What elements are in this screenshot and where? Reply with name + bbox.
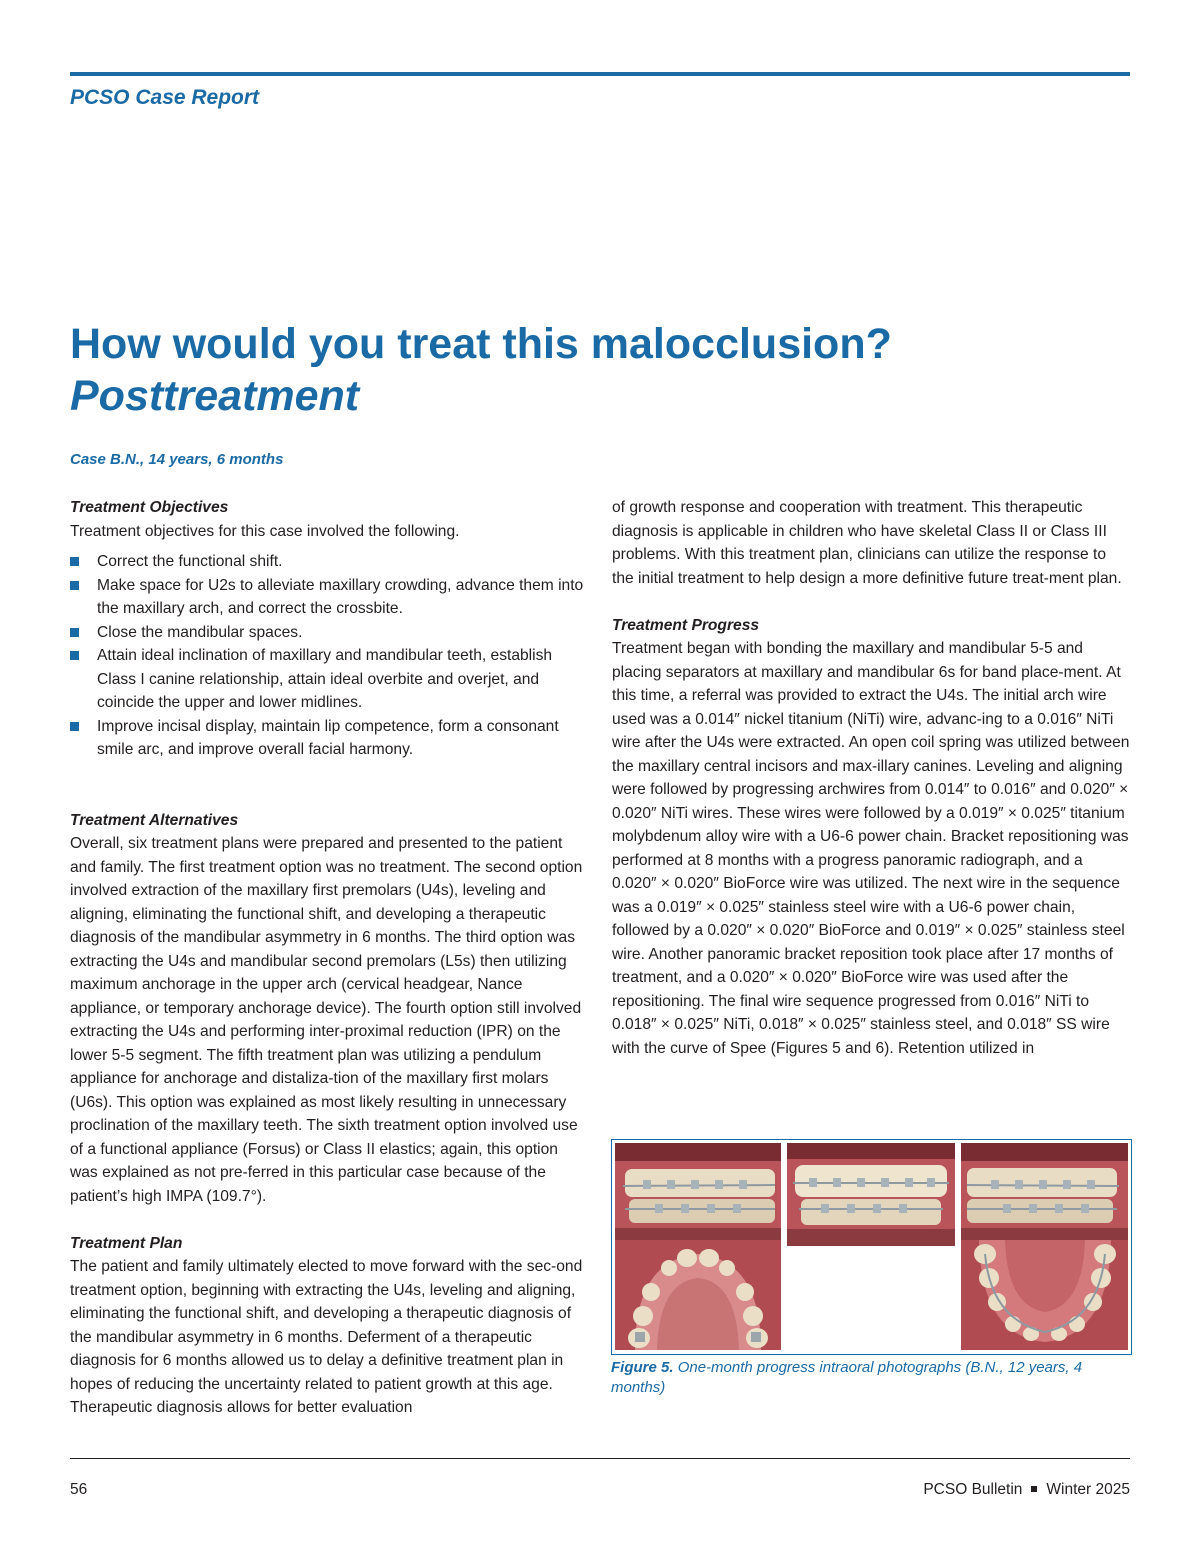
bullet-square-icon bbox=[70, 581, 79, 590]
running-footer bbox=[923, 1481, 1130, 1499]
objectives-heading: Treatment Objectives bbox=[70, 499, 229, 516]
figure-caption-text: One-month progress intraoral photographs (B.N., 12 years, 4 months) bbox=[611, 1359, 1083, 1396]
list-item: Attain ideal inclination of maxillary and mandibular teeth, establish Class I canine relationship, attain ideal overbite and overjet, and coincide the upper and lower midlines. bbox=[70, 644, 590, 715]
alternatives-heading: Treatment Alternatives bbox=[70, 811, 239, 829]
intraoral-photo-right-lateral bbox=[615, 1143, 781, 1246]
list-item: Correct the functional shift. bbox=[70, 550, 590, 574]
plan-body-continued: of growth response and cooperation with treatment. This therapeutic diagnosis is applicable in children who have skeletal Class II or Class III problems. With this treatment plan, clinicians can utilize the response to the initial treatment to help design a more definitive future treat-ment plan. bbox=[612, 499, 1122, 587]
intraoral-photo-maxillary-occlusal bbox=[615, 1240, 781, 1350]
page-number: 56 bbox=[70, 1481, 88, 1498]
footer-rule bbox=[70, 1458, 1130, 1459]
title-subtitle: Posttreatment bbox=[70, 372, 360, 420]
objectives-intro: Treatment objectives for this case involved the following. bbox=[70, 522, 460, 540]
publication-name: PCSO Bulletin bbox=[923, 1481, 1023, 1498]
case-identifier: Case B.N., 14 years, 6 months bbox=[70, 451, 284, 468]
figure-label: Figure 5. bbox=[611, 1359, 674, 1376]
issue-label: Winter 2025 bbox=[1046, 1481, 1130, 1498]
list-item: Close the mandibular spaces. bbox=[70, 621, 590, 645]
list-item: Make space for U2s to alleviate maxillary crowding, advance them into the maxillary arch, and correct the crossbite. bbox=[70, 574, 590, 621]
title-main: How would you treat this malocclusion? bbox=[70, 320, 892, 368]
plan-heading: Treatment Plan bbox=[70, 1234, 183, 1252]
square-separator-icon bbox=[1031, 1486, 1037, 1492]
bullet-square-icon bbox=[70, 557, 79, 566]
intraoral-photo-frontal bbox=[787, 1143, 955, 1246]
bullet-square-icon bbox=[70, 722, 79, 731]
intraoral-photo-mandibular-occlusal bbox=[961, 1240, 1128, 1350]
bullet-square-icon bbox=[70, 628, 79, 637]
progress-body: Treatment began with bonding the maxillary and mandibular 5-5 and placing separators at maxillary and mandibular 6s for band place-ment. At this time, a referral was provided to extract the U4s. The initial arch wire used was a 0.014″ nickel titanium (NiTi) wire, advanc-ing to a 0.016″ NiTi wire after the U4s were extracted. An open coil spring was utilized between the maxillary central incisors and max-illary canines. Leveling and aligning were followed by progressing archwires from 0.014″ to 0.016″ and 0.020″ × 0.020″ NiTi wires. These wires were followed by a 0.019″ × 0.025″ titanium molybdenum alloy wire with a U6-6 power chain. Bracket repositioning was performed at 8 months with a progress panoramic radiograph, and a 0.020″ × 0.020″ BioForce wire was utilized. The next wire in the sequence was a 0.019″ × 0.025″ stainless steel wire with a U6-6 power chain, followed by a 0.020″ × 0.020″ BioForce and 0.019″ × 0.025″ stainless steel wire. Another panoramic bracket reposition took place after 17 months of treatment, and a 0.020″ × 0.020″ BioForce wire was used after the repositioning. The final wire sequence progressed from 0.016″ NiTi to 0.018″ × 0.025″ NiTi, 0.018″ × 0.025″ stainless steel, and 0.018″ SS wire with the curve of Spee (Figures 5 and 6). Retention utilized in bbox=[612, 640, 1130, 1057]
bullet-square-icon bbox=[70, 651, 79, 660]
right-column bbox=[612, 496, 1130, 1060]
left-column bbox=[70, 496, 590, 1420]
figure-caption bbox=[611, 1358, 1111, 1398]
section-label: PCSO Case Report bbox=[70, 86, 260, 109]
progress-heading: Treatment Progress bbox=[612, 616, 760, 634]
list-item: Improve incisal display, maintain lip competence, form a consonant smile arc, and improve overall facial harmony. bbox=[70, 715, 590, 762]
intraoral-photo-left-lateral bbox=[961, 1143, 1128, 1246]
header-rule bbox=[70, 72, 1130, 76]
objectives-list bbox=[70, 550, 590, 762]
figure-5-photo-grid bbox=[611, 1139, 1132, 1355]
alternatives-body: Overall, six treatment plans were prepared and presented to the patient and family. The first treatment option was no treatment. The second option involved extraction of the maxillary first premolars (U4s), leveling and aligning, eliminating the functional shift, and developing a therapeutic diagnosis of the mandibular asymmetry in 6 months. The third option was extracting the U4s and mandibular second premolars (L5s) then utilizing maximum anchorage in the upper arch (cervical headgear, Nance appliance, or temporary anchorage device). The fourth option still involved extracting the U4s and performing inter-proximal reduction (IPR) on the lower 5-5 segment. The fifth treatment plan was utilizing a pendulum appliance for anchorage and distaliza-tion of the maxillary first molars (U6s). This option was explained as most likely resulting in unnecessary proclination of the maxillary teeth. The sixth treatment option involved use of a functional appliance (Forsus) or Class II elastics; again, this option was explained as not pre-ferred in this particular case because of the patient’s high IMPA (109.7°). bbox=[70, 835, 583, 1205]
plan-body: The patient and family ultimately elected to move forward with the sec-ond treatment option, beginning with extracting the U4s, leveling and aligning, eliminating the functional shift, and developing a therapeutic diagnosis of the mandibular asymmetry in 6 months. Deferment of a therapeutic diagnosis for 6 months allowed us to delay a definitive treatment plan in hopes of reducing the uncertainty related to patient growth at this age. Therapeutic diagnosis allows for better evaluation bbox=[70, 1258, 583, 1416]
article-title bbox=[70, 318, 1130, 422]
